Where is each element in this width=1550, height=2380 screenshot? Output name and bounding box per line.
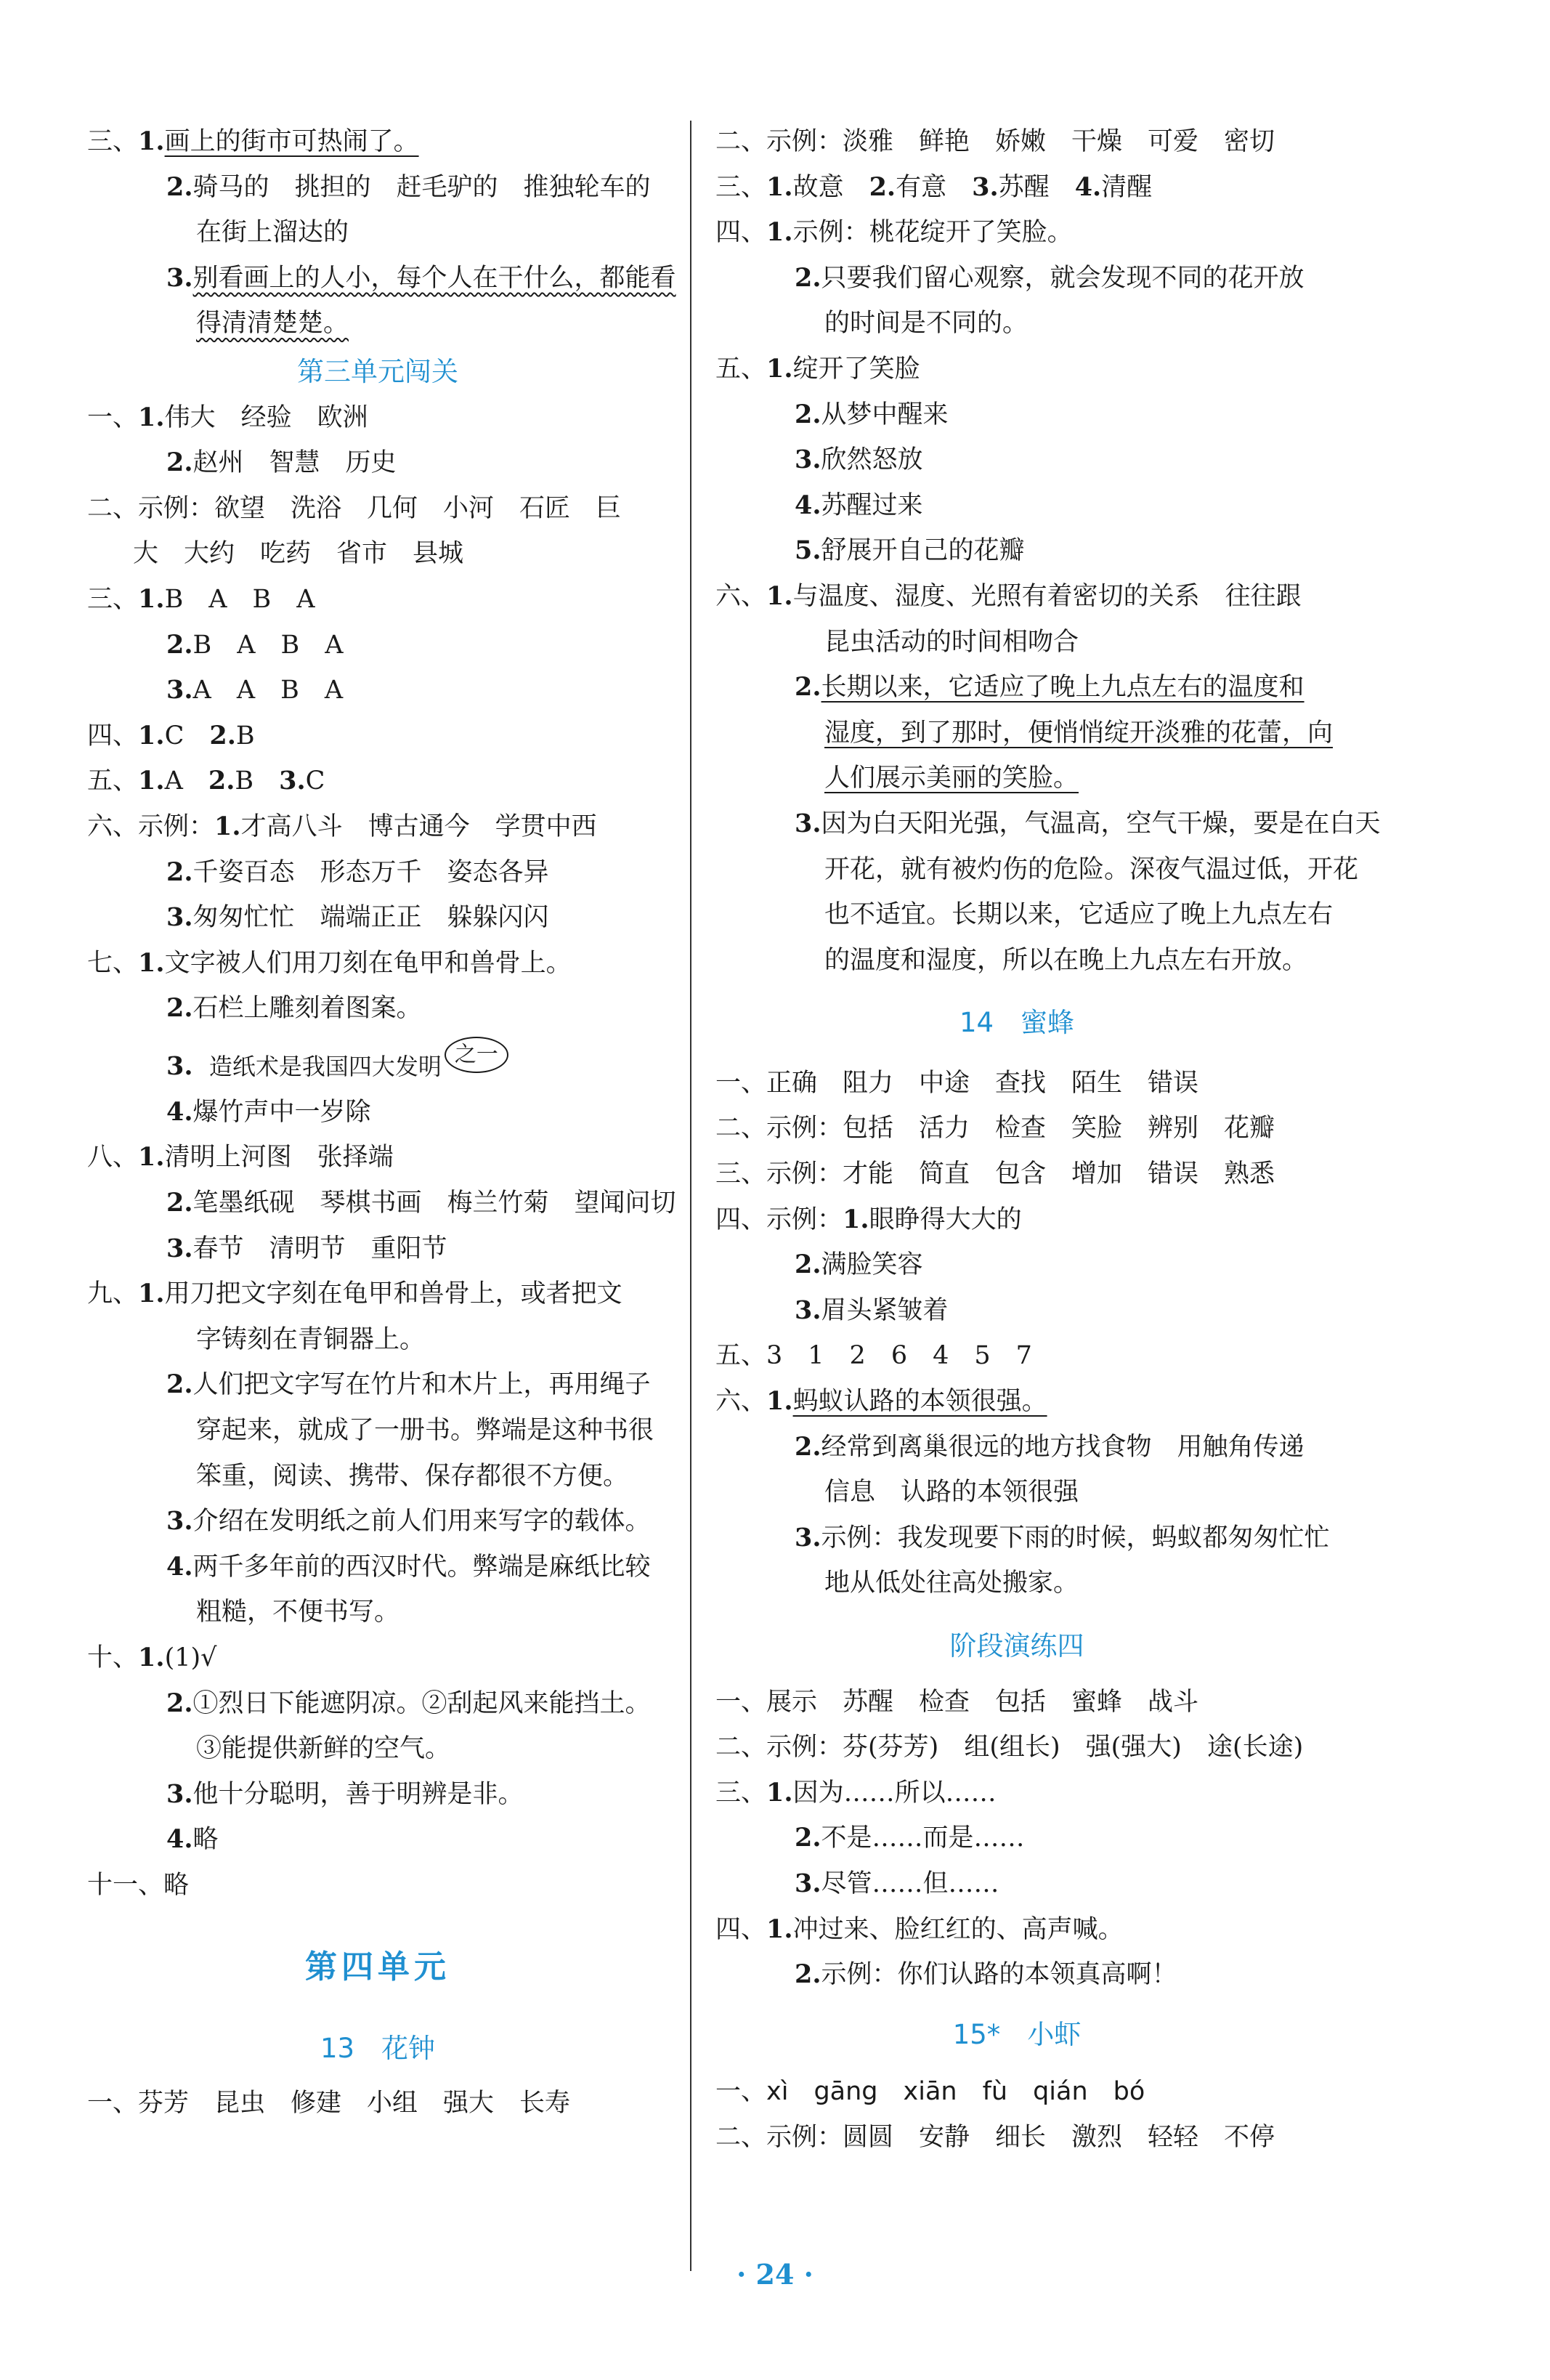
answer-line: 4.略 [166, 1824, 219, 1855]
answer-line: 三、1.因为……所以…… [715, 1777, 997, 1808]
answer-line: 2.B A B A [166, 629, 344, 660]
lesson-title: 14 蜜蜂 [959, 1007, 1075, 1039]
answer-line: 一、展示 苏醒 检查 包括 蜜蜂 战斗 [715, 1687, 1199, 1717]
answer-line: 七、1.文字被人们用刀刻在龟甲和兽骨上。 [87, 947, 572, 978]
answer-line: 六、1.蚂蚁认路的本领很强。 [715, 1386, 1047, 1417]
section-title: 第三单元闯关 [297, 355, 458, 387]
answer-line: 2.示例：你们认路的本领真高啊！ [795, 1959, 1177, 1990]
answer-line: 3.眉头紧皱着 [795, 1295, 949, 1325]
answer-line: 4.苏醒过来 [795, 490, 923, 520]
answer-line: 2.石栏上雕刻着图案。 [166, 993, 422, 1024]
answer-line: 4.两千多年前的西汉时代。弊端是麻纸比较 [166, 1551, 651, 1582]
answer-line: 一、xì gāng xiān fù qián bó [715, 2077, 1145, 2107]
answer-line: 粗糙，不便书写。 [196, 1598, 400, 1627]
answer-line: 六、示例：1.才高八斗 博古通今 学贯中西 [87, 811, 597, 841]
answer-line: 一、正确 阻力 中途 查找 陌生 错误 [715, 1068, 1199, 1098]
answer-line: 昆虫活动的时间相吻合 [824, 627, 1079, 657]
answer-line: 信息 认路的本领很强 [824, 1478, 1079, 1507]
answer-line: 六、1.与温度、湿度、光照有着密切的关系 往往跟 [715, 580, 1302, 611]
answer-line: 人们展示美丽的笑脸。 [824, 764, 1079, 793]
answer-line: 二、示例：欲望 洗浴 几何 小河 石匠 巨 [87, 493, 622, 523]
answer-line: 3.因为白天阳光强，气温高，空气干燥，要是在白天 [795, 808, 1381, 838]
left-column [87, 119, 676, 2126]
answer-line: 4.爆竹声中一岁除 [166, 1096, 371, 1127]
answer-line: 2.千姿百态 形态万千 姿态各异 [166, 857, 549, 887]
answer-line: 2.人们把文字写在竹片和木片上，再用绳子 [166, 1369, 651, 1400]
answer-line: 三、1.B A B A [87, 583, 315, 614]
answer-line: 字铸刻在青铜器上。 [196, 1324, 426, 1354]
answer-line: 2.经常到离巢很远的地方找食物 用触角传递 [795, 1431, 1304, 1462]
answer-line: 2.不是……而是…… [795, 1823, 1025, 1853]
answer-line: 五、1.A 2.B 3.C [87, 766, 325, 796]
answer-line: 二、示例：包括 活力 检查 笑脸 辨别 花瓣 [715, 1114, 1275, 1144]
answer-line: 3.春节 清明节 重阳节 [166, 1233, 447, 1263]
answer-line: 五、3 1 2 6 4 5 7 [715, 1341, 1032, 1371]
answer-line: 四、1.冲过来、脸红红的、高声喊。 [715, 1914, 1124, 1944]
answer-line: 十、1.(1)√ [87, 1643, 217, 1672]
answer-line: 也不适宜。长期以来，它适应了晚上九点左右 [824, 900, 1334, 930]
answer-line: 2.只要我们留心观察，就会发现不同的花开放 [795, 262, 1304, 293]
answer-line: 湿度，到了那时，便悄悄绽开淡雅的花蕾，向 [824, 718, 1334, 748]
answer-line: ③能提供新鲜的空气。 [196, 1734, 451, 1764]
answer-line: 3.介绍在发明纸之前人们用来写字的载体。 [166, 1506, 651, 1537]
answer-line: 2.从梦中醒来 [795, 399, 949, 429]
answer-line: 一、1.伟大 经验 欧洲 [87, 402, 368, 432]
answer-line: 十一、略 [87, 1870, 190, 1900]
answer-line: 三、1.画上的街市可热闹了。 [87, 126, 419, 156]
answer-line: 三、1.故意 2.有意 3.苏醒 4.清醒 [715, 171, 1153, 202]
answer-line: 3.他十分聪明，善于明辨是非。 [166, 1778, 524, 1809]
answer-line: 四、示例：1.眼睁得大大的 [715, 1204, 1022, 1234]
answer-line: 的时间是不同的。 [824, 309, 1028, 339]
lesson-title: 15* 小虾 [952, 2018, 1082, 2050]
answer-line: 2.①烈日下能遮阴凉。②刮起风来能挡土。 [166, 1688, 651, 1718]
answer-line: 2.笔墨纸砚 琴棋书画 梅兰竹菊 望闻问切 [166, 1188, 676, 1218]
answer-line: 3.别看画上的人小，每个人在干什么，都能看 [166, 262, 676, 293]
answer-line: 3.欣然怒放 [795, 445, 923, 475]
answer-line: 四、1.示例：桃花绽开了笑脸。 [715, 217, 1073, 248]
right-column [715, 119, 1381, 2161]
answer-line: 二、示例：圆圆 安静 细长 激烈 轻轻 不停 [715, 2122, 1275, 2152]
answer-line: 地从低处往高处搬家。 [824, 1569, 1079, 1598]
answer-line: 3.A A B A [166, 675, 344, 705]
answer-line: 开花，就有被灼伤的危险。深夜气温过低，开花 [824, 854, 1359, 884]
answer-line: 穿起来，就成了一册书。弊端是这种书很 [196, 1416, 654, 1446]
answer-line: 四、1.C 2.B [87, 720, 255, 750]
answer-line: 5.舒展开自己的花瓣 [795, 535, 1025, 566]
answer-line: 3.尽管……但…… [795, 1868, 999, 1898]
unit-title: 第四单元 [305, 1948, 450, 1986]
lesson-title: 13 花钟 [320, 2033, 436, 2065]
column-divider [690, 121, 691, 2271]
answer-line: 3.匆匆忙忙 端端正正 躲躲闪闪 [166, 902, 549, 933]
answer-line: 3. 造纸术是我国四大发明 之一 [87, 1032, 668, 1090]
answer-line: 八、1.清明上河图 张择端 [87, 1142, 394, 1173]
answer-line: 2.长期以来，它适应了晚上九点左右的温度和 [795, 672, 1304, 703]
answer-line: 笨重，阅读、携带、保存都很不方便。 [196, 1461, 629, 1491]
answer-line: 得清清楚楚。 [196, 309, 349, 339]
answer-line: 二、示例：芬(芬芳) 组(组长) 强(强大) 途(长途) [715, 1733, 1304, 1762]
answer-line: 三、示例：才能 简直 包含 增加 错误 熟悉 [715, 1159, 1275, 1189]
answer-line: 大 大约 吃药 省市 县城 [133, 539, 464, 569]
answer-line: 在街上溜达的 [196, 218, 349, 248]
answer-line: 九、1.用刀把文字刻在龟甲和兽骨上，或者把文 [87, 1279, 622, 1309]
answer-line: 二、示例：淡雅 鲜艳 娇嫩 干燥 可爱 密切 [715, 127, 1275, 156]
answer-line: 2.赵州 智慧 历史 [166, 448, 397, 478]
answer-line: 2.骑马的 挑担的 赶毛驴的 推独轮车的 [166, 171, 651, 202]
answer-line: 一、芬芳 昆虫 修建 小组 强大 长寿 [87, 2088, 571, 2118]
answer-line: 的温度和湿度，所以在晚上九点左右开放。 [824, 945, 1308, 975]
section-title: 阶段演练四 [949, 1630, 1084, 1661]
insert-bubble: 之一 [445, 1037, 508, 1073]
page-number: · 24 · [737, 2258, 813, 2291]
answer-line: 五、1.绽开了笑脸 [715, 353, 920, 384]
answer-line: 2.满脸笑容 [795, 1250, 923, 1280]
answer-line: 3.示例：我发现要下雨的时候，蚂蚁都匆匆忙忙 [795, 1522, 1330, 1553]
